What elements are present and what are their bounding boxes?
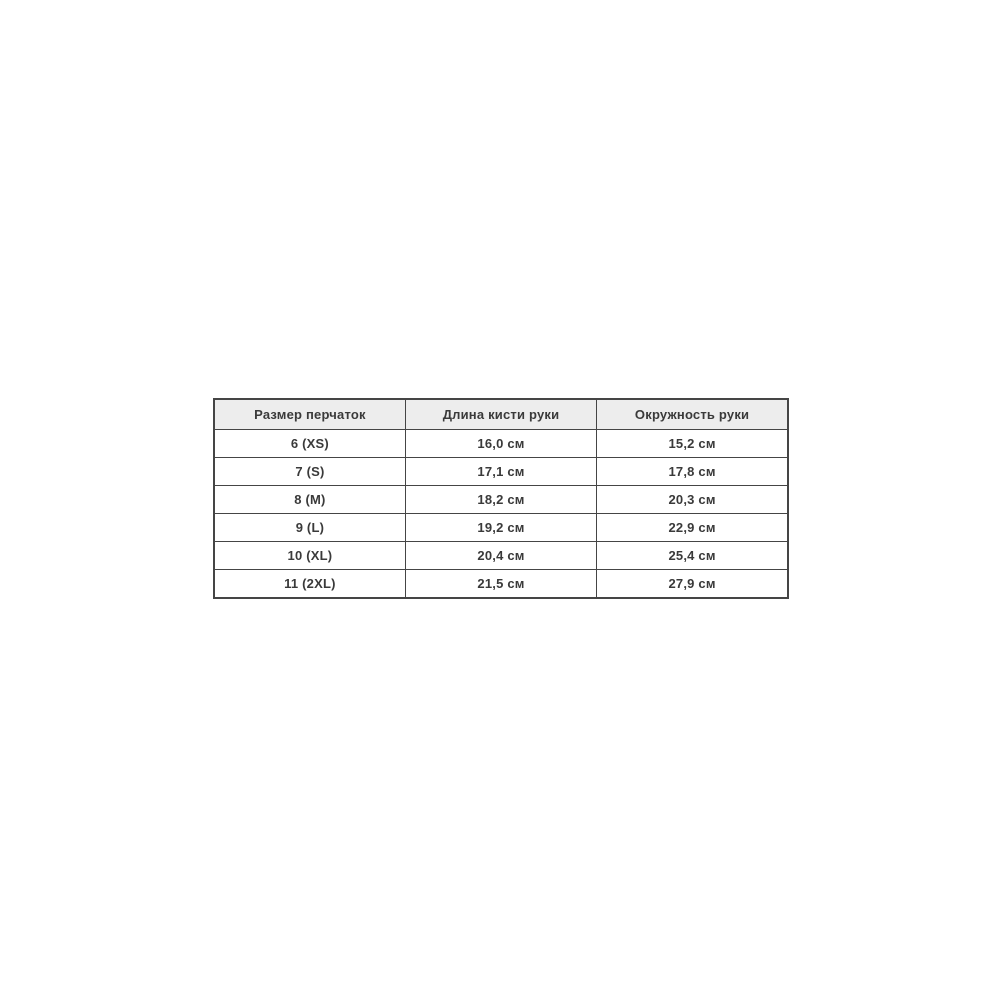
table-row [214,458,788,486]
table-cell: 10 (XL) [214,542,405,570]
glove-size-table-body [214,430,788,599]
glove-size-table-header [214,399,788,430]
table-cell: 20,4 см [405,542,596,570]
table-cell: 16,0 см [405,430,596,458]
table-cell: 17,8 см [597,458,788,486]
table-row [214,430,788,458]
column-header: Окружность руки [597,399,788,430]
glove-size-table [213,398,789,599]
table-row [214,486,788,514]
table-row [214,570,788,599]
table-cell: 17,1 см [405,458,596,486]
table-cell: 11 (2XL) [214,570,405,599]
column-header: Размер перчаток [214,399,405,430]
table-cell: 8 (M) [214,486,405,514]
table-cell: 25,4 см [597,542,788,570]
table-row [214,514,788,542]
column-header: Длина кисти руки [405,399,596,430]
header-row [214,399,788,430]
table-cell: 27,9 см [597,570,788,599]
table-cell: 21,5 см [405,570,596,599]
table-cell: 22,9 см [597,514,788,542]
table-row [214,542,788,570]
table-cell: 19,2 см [405,514,596,542]
table-cell: 9 (L) [214,514,405,542]
table-cell: 15,2 см [597,430,788,458]
table-cell: 7 (S) [214,458,405,486]
table-cell: 6 (XS) [214,430,405,458]
table-cell: 18,2 см [405,486,596,514]
table-cell: 20,3 см [597,486,788,514]
